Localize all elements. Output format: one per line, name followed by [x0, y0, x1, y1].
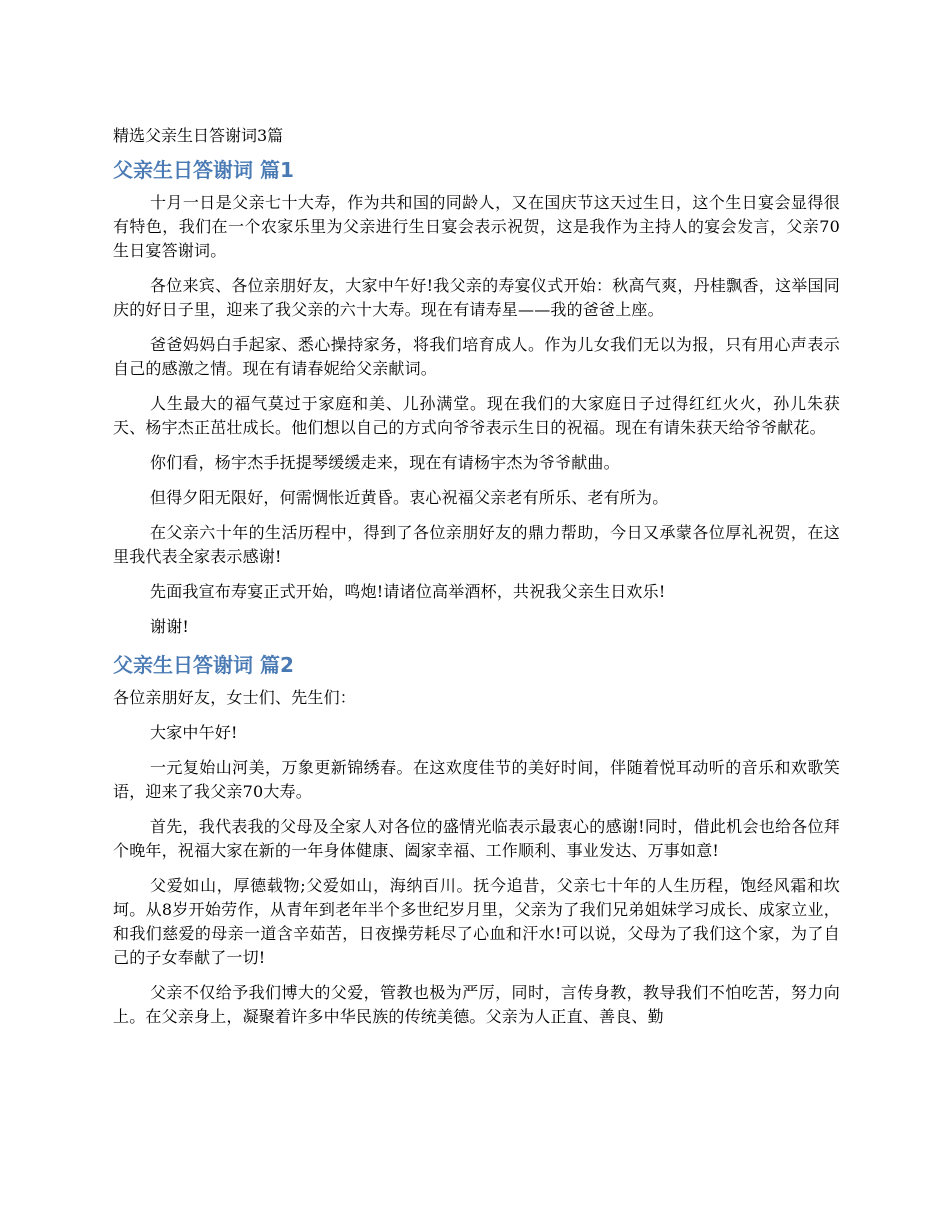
paragraph: 父亲不仅给予我们博大的父爱，管教也极为严厉，同时，言传身教，教导我们不怕吃苦，努力向上。在父亲身上，凝聚着许多中华民族的传统美德。父亲为人正直、善良、勤 [113, 983, 840, 1026]
paragraph: 在父亲六十年的生活历程中，得到了各位亲朋好友的鼎力帮助，今日又承蒙各位厚礼祝贺，在这里我代表全家表示感谢! [113, 523, 840, 566]
paragraph: 谢谢! [150, 617, 190, 636]
paragraph: 先面我宣布寿宴正式开始，鸣炮!请诸位高举酒杯，共祝我父亲生日欢乐! [150, 582, 666, 601]
paragraph: 十月一日是父亲七十大寿，作为共和国的同龄人，又在国庆节这天过生日，这个生日宴会显得很有特色，我们在一个农家乐里为父亲进行生日宴会表示祝贺，这是我作为主持人的宴会发言，父亲70生日宴答谢词。 [113, 193, 840, 260]
paragraph: 一元复始山河美，万象更新锦绣春。在这欢度佳节的美好时间，伴随着悦耳动听的音乐和欢歌笑语，迎来了我父亲70大寿。 [113, 758, 840, 801]
paragraph: 人生最大的福气莫过于家庭和美、儿孙满堂。现在我们的大家庭日子过得红红火火，孙儿朱获天、杨宇杰正茁壮成长。他们想以自己的方式向爷爷表示生日的祝福。现在有请朱获天给爷爷献花。 [113, 394, 840, 437]
paragraph: 各位来宾、各位亲朋好友，大家中午好!我父亲的寿宴仪式开始：秋高气爽，丹桂飘香，这举国同庆的好日子里，迎来了我父亲的六十大寿。现在有请寿星——我的爸爸上座。 [113, 276, 840, 319]
salutation: 各位亲朋好友，女士们、先生们： [113, 688, 357, 707]
section-1 [113, 155, 840, 639]
document-title: 精选父亲生日答谢词3篇 [113, 126, 284, 145]
section-heading: 父亲生日答谢词 篇1 [113, 158, 294, 182]
section-heading: 父亲生日答谢词 篇2 [113, 653, 294, 677]
document-page [113, 123, 840, 1040]
paragraph: 但得夕阳无限好，何需惆怅近黄昏。衷心祝福父亲老有所乐、老有所为。 [150, 488, 669, 507]
section-2 [113, 650, 840, 1029]
paragraph: 你们看，杨宇杰手抚提琴缓缓走来，现在有请杨宇杰为爷爷献曲。 [150, 453, 620, 472]
paragraph: 父爱如山，厚德载物;父爱如山，海纳百川。抚今追昔，父亲七十年的人生历程，饱经风霜和坎坷。从8岁开始劳作，从青年到老年半个多世纪岁月里，父亲为了我们兄弟姐妹学习成长、成家立业，和我们慈爱的母亲一道含辛茹苦，日夜操劳耗尽了心血和汗水!可以说，父母为了我们这个家，为了自己的子女奉献了一切! [113, 876, 840, 967]
paragraph: 爸爸妈妈白手起家、悉心操持家务，将我们培育成人。作为儿女我们无以为报，只有用心声表示自己的感激之情。现在有请春妮给父亲献词。 [113, 335, 840, 378]
paragraph: 大家中午好! [150, 723, 238, 742]
paragraph: 首先，我代表我的父母及全家人对各位的盛情光临表示最衷心的感谢!同时，借此机会也给各位拜个晚年，祝福大家在新的一年身体健康、阖家幸福、工作顺利、事业发达、万事如意! [113, 817, 840, 860]
